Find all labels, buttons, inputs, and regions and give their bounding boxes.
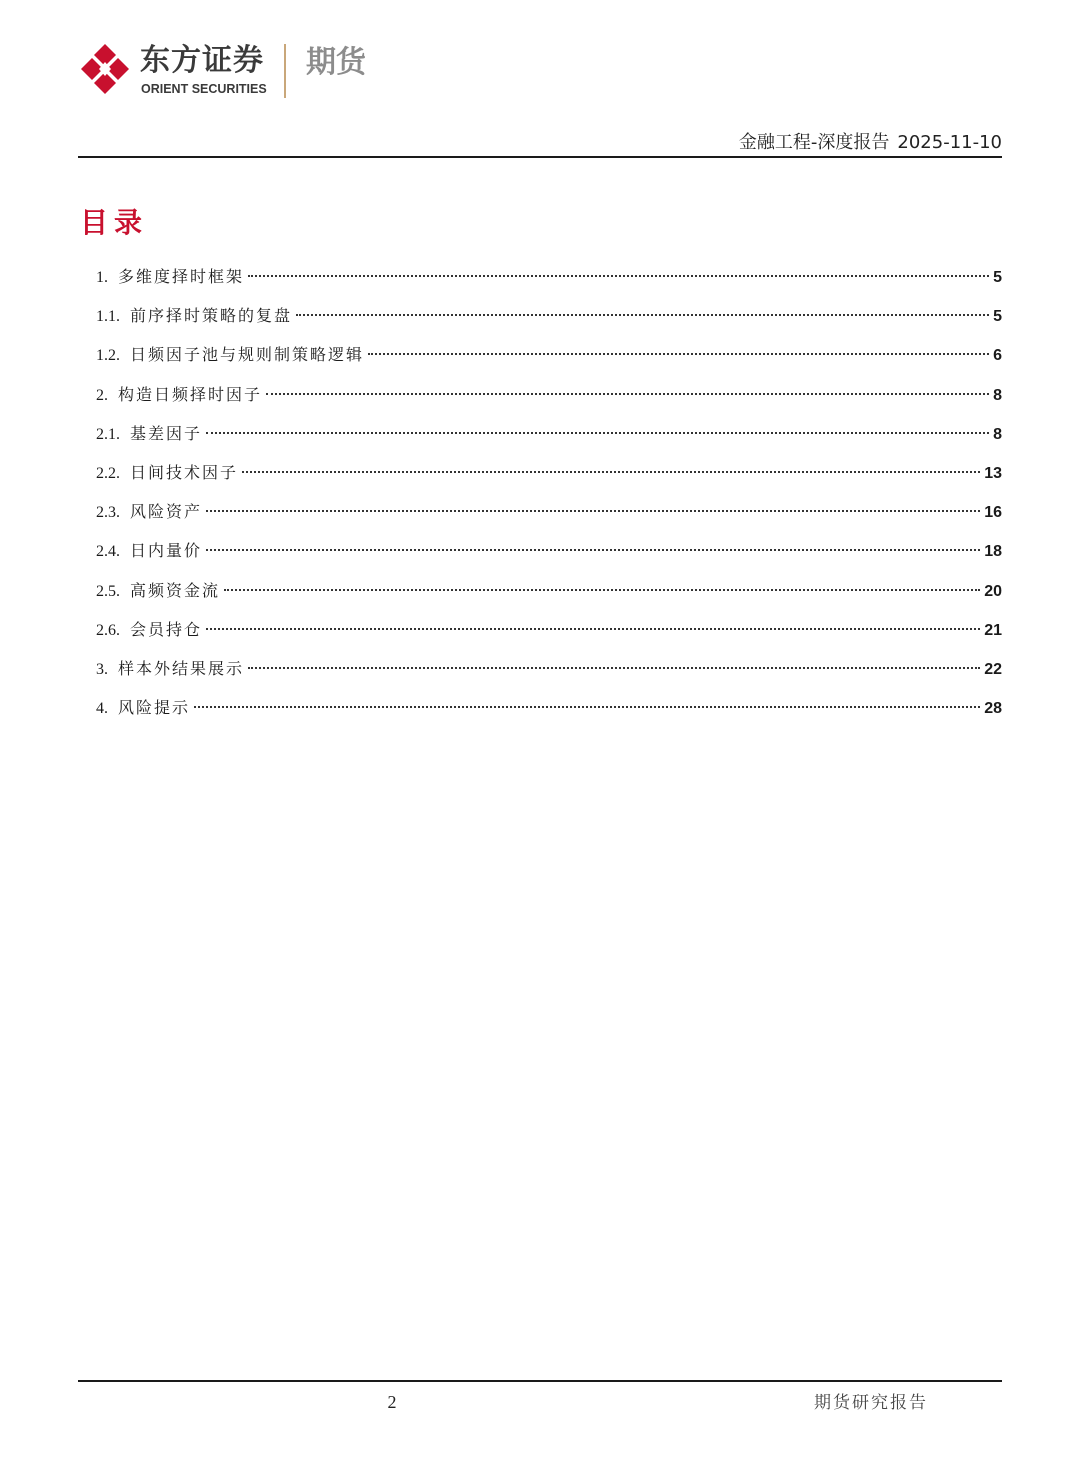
toc-leader-dots [242,471,980,473]
toc-leader-dots [266,393,989,395]
toc-item-label: 日内量价 [130,541,203,561]
toc-item-page: 8 [993,386,1002,404]
toc-item-page: 18 [984,543,1002,561]
toc-item-number: 3. [96,660,108,678]
toc-item[interactable] [96,578,1002,617]
toc-leader-dots [206,628,980,630]
toc-leader-dots [248,667,980,669]
toc-item[interactable] [96,656,1002,695]
report-header [739,132,1002,154]
toc-item-number: 2.4. [96,543,120,561]
toc-item-page: 5 [993,269,1002,286]
toc-leader-dots [368,353,989,355]
toc-item-page: 16 [984,504,1002,522]
toc-item[interactable] [96,264,1002,303]
logo-company-name: 东方证券 [140,43,264,78]
toc-item-label: 基差因子 [130,423,203,443]
toc-item-number: 2.5. [96,582,120,600]
toc-item-page: 20 [984,582,1002,600]
toc-item-page: 5 [993,308,1002,326]
footer-divider [78,1380,1002,1382]
toc-leader-dots [206,510,980,512]
orient-securities-logo-icon [78,42,132,100]
toc-item[interactable] [96,460,1002,499]
toc-item-number: 1. [96,269,108,286]
report-date: 2025-11-10 [897,132,1002,153]
toc-item-number: 1.2. [96,347,120,365]
toc-item-number: 2.1. [96,425,120,443]
toc-leader-dots [248,275,989,277]
footer-label: 期货研究报告 [814,1393,928,1413]
toc-item[interactable] [96,617,1002,656]
toc-item-number: 2. [96,386,108,404]
logo-division: 期货 [306,45,366,80]
toc-item[interactable] [96,538,1002,577]
toc-item[interactable] [96,695,1002,734]
toc-item-number: 2.2. [96,464,120,482]
toc-item[interactable] [96,303,1002,342]
toc-item-number: 2.3. [96,504,120,522]
toc-item-label: 高频资金流 [130,580,221,600]
toc-leader-dots [206,549,980,551]
table-of-contents [96,264,1002,734]
toc-item-label: 日频因子池与规则制策略逻辑 [130,345,365,365]
page-number: 2 [387,1392,397,1412]
company-logo [78,40,378,104]
logo-company-name-en: ORIENT SECURITIES [141,82,267,96]
toc-item-label: 风险提示 [118,698,191,718]
toc-item-page: 22 [984,660,1002,678]
toc-item[interactable] [96,421,1002,460]
toc-item-label: 日间技术因子 [130,462,239,482]
toc-leader-dots [206,432,989,434]
toc-title: 目录 [80,206,149,239]
toc-item[interactable] [96,382,1002,421]
toc-item-label: 会员持仓 [130,619,203,639]
toc-item-page: 21 [984,621,1002,639]
toc-item-page: 13 [984,464,1002,482]
toc-item-label: 样本外结果展示 [118,658,245,678]
toc-item-number: 1.1. [96,308,120,326]
toc-item-page: 6 [993,347,1002,365]
toc-item-label: 多维度择时框架 [118,267,245,286]
toc-item-label: 前序择时策略的复盘 [130,306,293,326]
toc-leader-dots [224,589,980,591]
toc-leader-dots [194,706,980,708]
toc-item-page: 8 [993,425,1002,443]
report-type: 金融工程-深度报告 [738,132,890,153]
toc-item[interactable] [96,499,1002,538]
toc-item[interactable] [96,342,1002,381]
toc-item-number: 2.6. [96,621,120,639]
toc-item-label: 风险资产 [130,502,203,522]
toc-item-page: 28 [984,700,1002,718]
toc-item-label: 构造日频择时因子 [118,384,263,404]
toc-item-number: 4. [96,700,108,718]
header-divider [78,156,1002,158]
logo-divider [284,44,286,98]
toc-leader-dots [296,314,989,316]
